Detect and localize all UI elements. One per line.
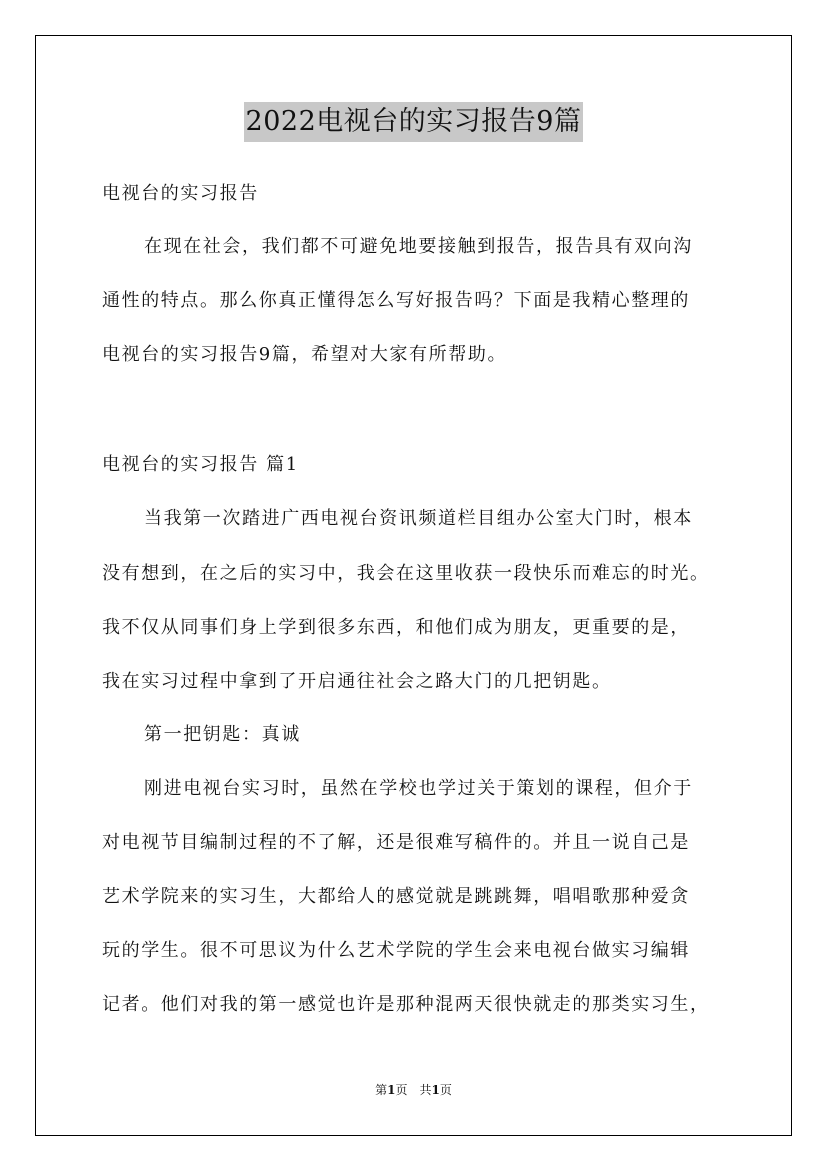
intro-line-3: 电视台的实习报告9篇，希望对大家有所帮助。 (102, 344, 508, 365)
footer-suffix: 页 (439, 1083, 452, 1097)
intro-line-1: 在现在社会，我们都不可避免地要接触到报告，报告具有双向沟 (144, 236, 693, 257)
section1-para2-line-3: 艺术学院来的实习生，大都给人的感觉就是跳跳舞，唱唱歌那种爱贪 (102, 886, 690, 907)
footer-mid: 页 共 (395, 1083, 432, 1097)
footer-prefix: 第 (375, 1083, 388, 1097)
intro-heading: 电视台的实习报告 (102, 183, 259, 204)
section1-heading: 电视台的实习报告 篇1 (102, 454, 299, 475)
section1-para1-line-4: 我在实习过程中拿到了开启通往社会之路大门的几把钥匙。 (102, 671, 612, 692)
document-title (0, 100, 827, 142)
footer-total-pages: 1 (431, 1083, 440, 1097)
section1-para2-line-4: 玩的学生。很不可思议为什么艺术学院的学生会来电视台做实习编辑 (102, 940, 690, 961)
document-title-text: 2022电视台的实习报告9篇 (244, 102, 584, 142)
section1-subheading: 第一把钥匙：真诚 (144, 724, 301, 745)
section1-para2-line-5: 记者。他们对我的第一感觉也许是那种混两天很快就走的那类实习生， (102, 994, 710, 1015)
intro-line-2: 通性的特点。那么你真正懂得怎么写好报告吗？下面是我精心整理的 (102, 290, 690, 311)
page-footer (0, 1082, 827, 1098)
section1-para1-line-2: 没有想到，在之后的实习中，我会在这里收获一段快乐而难忘的时光。 (102, 563, 710, 584)
section1-para2-line-1: 刚进电视台实习时，虽然在学校也学过关于策划的课程，但介于 (144, 778, 693, 799)
footer-current-page: 1 (387, 1083, 396, 1097)
section1-para1-line-1: 当我第一次踏进广西电视台资讯频道栏目组办公室大门时，根本 (144, 508, 693, 529)
section1-para1-line-3: 我不仅从同事们身上学到很多东西，和他们成为朋友，更重要的是， (102, 617, 690, 638)
section1-para2-line-2: 对电视节目编制过程的不了解，还是很难写稿件的。并且一说自己是 (102, 832, 690, 853)
